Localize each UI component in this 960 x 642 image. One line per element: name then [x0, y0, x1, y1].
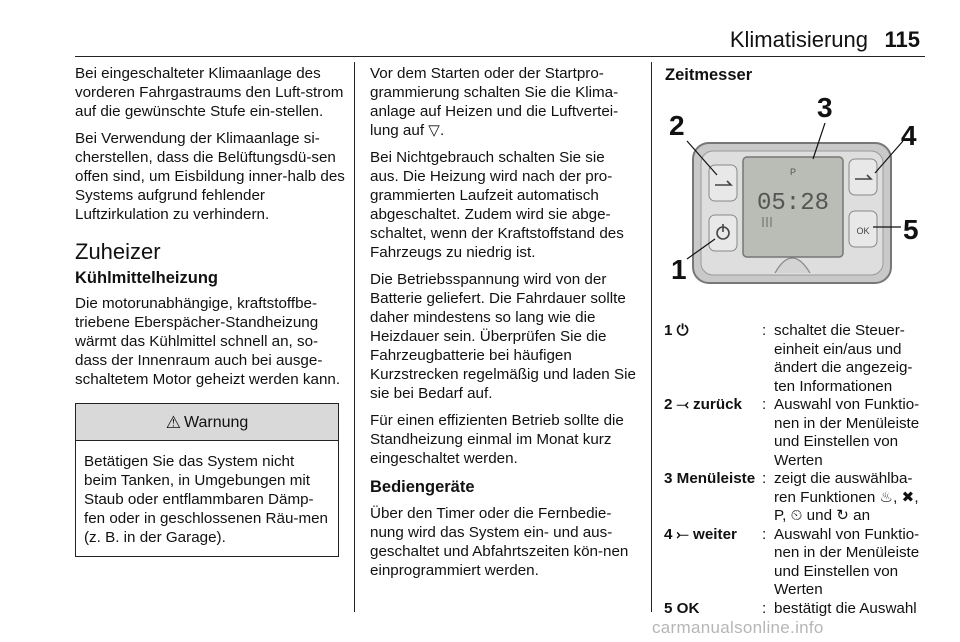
timer-display-time: 05:28: [756, 190, 830, 217]
column-divider-2: [651, 62, 652, 612]
legend-desc: schaltet die Steuer-einheit ein/aus und ändert die angezeig-ten Informationen: [774, 322, 913, 395]
legend-term: 1 ⏻: [664, 322, 689, 339]
legend-item: 4 ⤚ weiter : Auswahl von Funktio-nen in der Menüleiste und Einstellen von Werten: [664, 526, 926, 600]
legend-desc: Auswahl von Funktio-nen in der Menüleiste und Einstellen von Werten: [774, 396, 920, 469]
paragraph: Über den Timer oder die Fernbedie-nung wird das System ein- und aus-geschaltet und Abfahrtszeiten kön-nen einprogrammiert werden.: [370, 505, 629, 579]
callout-5: 5: [903, 214, 919, 245]
subsection-title: Kühlmittelheizung: [75, 269, 218, 287]
paragraph: Vor dem Starten oder der Startpro-grammierung schalten Sie die Klima-anlage auf Heizen und die Luftvertei-lung auf ▽.: [370, 65, 619, 139]
callout-4: 4: [901, 120, 917, 151]
subsection-title: Zeitmesser: [665, 66, 753, 84]
paragraph: Die motorunabhängige, kraftstoffbe-triebene Eberspächer-Standheizung wärmt das Kühlmittel schnell an, so-dass der Innenraum auch bei ausge-schaltetem Motor geheizt werden kann.: [75, 295, 341, 388]
column-divider-1: [354, 62, 355, 612]
legend-term: 2 ⤙ zurück: [664, 396, 742, 413]
column-2: [370, 64, 636, 588]
column-3: [665, 64, 927, 92]
warning-box: [75, 403, 339, 557]
paragraph: Bei Verwendung der Klimaanlage si-cherstellen, dass die Belüftungsdü-sen offen sind, um Eisbildung inner-halb des Systems aufgrund fehlender Luftzirkulation zu verhindern.: [75, 130, 345, 223]
header-divider: [75, 56, 925, 57]
next-button[interactable]: [849, 159, 877, 195]
timer-display-p: P: [789, 167, 797, 177]
warning-header: [76, 404, 338, 441]
paragraph: Die Betriebsspannung wird von der Batterie geliefert. Die Fahrdauer sollte daher mindestens so lang wie die Heizdauer sein. Überprüfen Sie die Fahrzeugbatterie bei häufigen Kurzstrecken regelmäßig und laden Sie sie bei Bedarf auf.: [370, 271, 636, 402]
paragraph: Für einen effizienten Betrieb sollte die Standheizung einmal im Monat kurz eingeschaltet werden.: [370, 412, 624, 467]
callout-1: 1: [671, 254, 687, 285]
watermark: carmanualsonline.info: [652, 618, 824, 637]
ok-button-label: OK: [856, 226, 870, 236]
section-title: Zuheizer: [75, 239, 161, 264]
callout-2: 2: [669, 110, 685, 141]
legend-desc: Auswahl von Funktio-nen in der Menüleiste und Einstellen von Werten: [774, 525, 920, 598]
legend-item: 3 Menüleiste : zeigt die auswählba-ren Funktionen ♨, ✖, P, ⏲ und ↻ an: [664, 470, 926, 526]
legend-term: 5 OK: [664, 599, 700, 617]
callout-3: 3: [817, 93, 833, 123]
legend-item: 2 ⤙ zurück : Auswahl von Funktio-nen in der Menüleiste und Einstellen von Werten: [664, 396, 926, 470]
warning-text: Betätigen Sie das System nicht beim Tanken, in Umgebungen mit Staub oder entflammbaren Dämp-fen oder in geschlossenen Räu-men (z. B. in der Garage).: [84, 453, 328, 546]
warning-icon: ⚠: [165, 412, 181, 432]
legend-desc: zeigt die auswählba-ren Funktionen ♨, ✖, P, ⏲ und ↻ an: [774, 470, 919, 524]
column-1: [75, 64, 345, 557]
timer-illustration: [665, 93, 925, 303]
paragraph: Bei eingeschalteter Klimaanlage des vorderen Fahrgastraums den Luft-strom auf die gewünschte Stufe ein-stellen.: [75, 65, 344, 120]
page-number: 115: [884, 27, 920, 52]
paragraph: Bei Nichtgebrauch schalten Sie sie aus. Die Heizung wird nach der pro-grammierten Laufzeit automatisch abgeschaltet. Zudem wird sie abge-schaltet, wenn der Kraftstoffstand des Fahrzeugs zu niedrig ist.: [370, 149, 624, 261]
legend-list: [664, 322, 926, 618]
warning-title: Warnung: [183, 413, 249, 431]
legend-term: 4 ⤚ weiter: [664, 525, 737, 543]
timer-figure: [665, 93, 925, 303]
legend-item: 1 ⏻ : schaltet die Steuer-einheit ein/aus und ändert die angezeig-ten Informationen: [664, 322, 926, 396]
page-title: Klimatisierung: [729, 27, 868, 52]
legend-item: 5 OK : bestätigt die Auswahl: [664, 600, 926, 619]
legend-desc: bestätigt die Auswahl: [774, 599, 917, 617]
legend-term: 3 Menüleiste: [664, 470, 756, 487]
power-button[interactable]: [709, 215, 737, 251]
subsection-title: Bediengeräte: [370, 478, 475, 496]
page-header: [0, 0, 960, 56]
